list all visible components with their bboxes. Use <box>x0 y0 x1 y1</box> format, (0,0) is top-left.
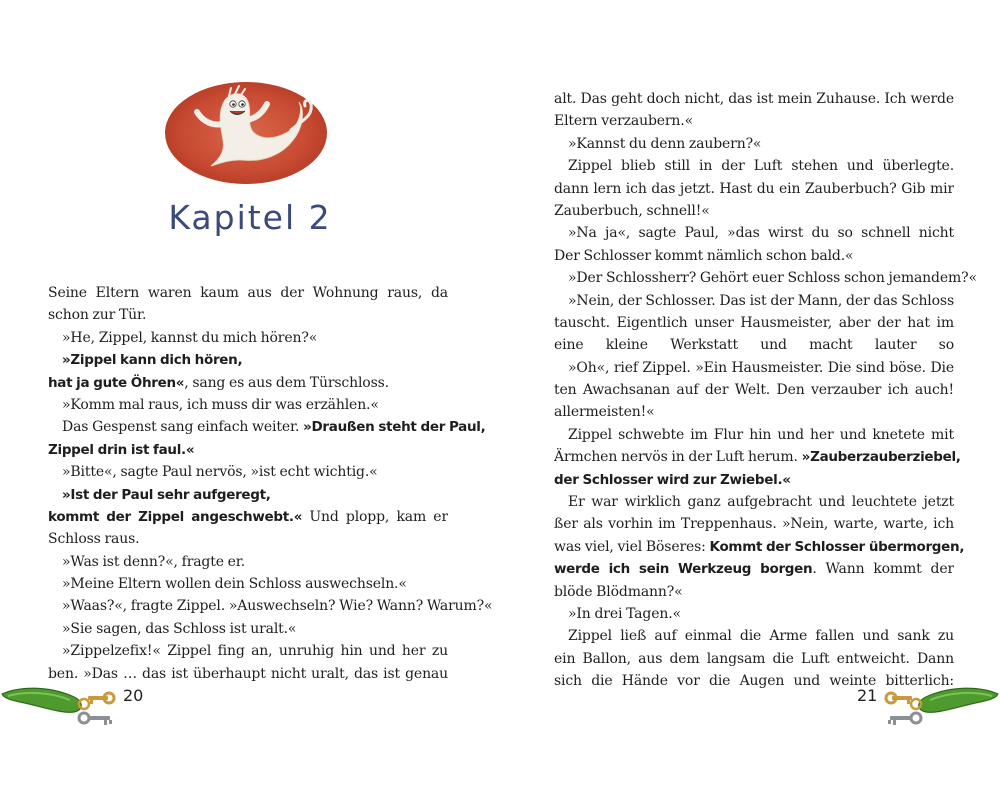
text-run: »Nein, der Schlosser. Das ist der Mann, der das Schloss <box>568 292 954 309</box>
text-line <box>554 245 954 267</box>
chapter-title: Kapitel 2 <box>168 198 332 237</box>
text-run: Zippel schwebte im Flur hin und her und knetete mit <box>568 426 954 443</box>
text-run: Ärmchen nervös in der Luft herum. <box>554 449 802 466</box>
text-run: Eltern verzaubern.« <box>554 113 694 130</box>
page-number: 21 <box>857 686 878 705</box>
sung-verse: werde ich sein Werkzeug borgen <box>554 561 813 578</box>
text-line <box>554 200 954 222</box>
key-ribbon-icon <box>875 676 1000 732</box>
text-run: »Meine Eltern wollen dein Schloss auswechseln.« <box>62 576 407 593</box>
text-line <box>554 110 954 132</box>
text-run: »Der Schlossherr? Gehört euer Schloss schon jemandem?« <box>568 270 977 287</box>
text-line <box>554 581 954 603</box>
text-run: Das Gespenst sang einfach weiter. <box>62 419 304 436</box>
text-run: , sang es aus dem Türschloss. <box>184 374 389 391</box>
text-line <box>554 334 954 356</box>
text-run: Zauberbuch, schnell!« <box>554 202 710 219</box>
text-run: Er war wirklich ganz aufgebracht und leuchtete jetzt <box>568 494 954 511</box>
sung-verse: »Zauberzauberziebel, <box>801 449 961 466</box>
text-run: blöde Blödmann?« <box>554 583 683 600</box>
page-number: 20 <box>123 686 144 705</box>
text-line <box>554 446 961 468</box>
text-line <box>554 558 954 580</box>
text-line <box>554 379 954 401</box>
text-line <box>554 536 965 558</box>
text-line <box>554 88 954 110</box>
text-line <box>554 267 977 289</box>
text-line <box>554 491 954 513</box>
text-run: Der Schlosser kommt nämlich schon bald.« <box>554 247 854 264</box>
sung-verse: der Schlosser wird zur Zwiebel.« <box>554 471 791 488</box>
text-run: eine kleine Werkstatt und macht lauter so <box>554 337 954 354</box>
text-run: . Wann kommt der <box>812 561 954 578</box>
text-line <box>554 357 954 379</box>
text-run: alt. Das geht doch nicht, das ist mein Zuhause. Ich werde <box>554 91 954 107</box>
text-run: Zippel blieb still in der Luft stehen und überlegte. <box>568 158 954 175</box>
text-run: ßer als vorhin im Treppenhaus. »Nein, warte, warte, ich <box>554 516 954 533</box>
text-line <box>554 625 954 647</box>
text-run: allermeisten!« <box>554 404 655 421</box>
text-run: tauscht. Eigentlich unser Hausmeister, aber der hat im <box>554 314 954 331</box>
text-run: was viel, viel Böseres: <box>554 538 710 555</box>
sung-verse: »Draußen steht der Paul, <box>303 419 486 436</box>
text-run: dann lern ich das jetzt. Hast du ein Zauberbuch? Gib mir <box>554 180 954 197</box>
sung-verse: kommt der Zippel angeschwebt.« <box>48 508 303 525</box>
text-line <box>554 178 954 200</box>
text-run: »Sie sagen, das Schloss ist uralt.« <box>62 620 297 637</box>
text-line <box>554 222 954 244</box>
sung-verse: Zippel drin ist faul.« <box>48 441 195 458</box>
text-line <box>554 401 954 423</box>
text-line <box>554 155 954 177</box>
text-run: ben. »Das … das ist überhaupt nicht uralt, das ist genau <box>48 665 448 682</box>
text-run: »Bitte«, sagte Paul nervös, »ist echt wichtig.« <box>62 464 378 481</box>
text-run: »Waas?«, fragte Zippel. »Auswechseln? Wie? Wann? Warum?« <box>62 598 493 615</box>
text-line <box>554 648 954 670</box>
text-line <box>554 603 954 625</box>
text-run: Schloss raus. <box>48 531 140 548</box>
text-line <box>554 424 954 446</box>
text-run: »Oh«, rief Zippel. »Ein Hausmeister. Die sind böse. Die <box>568 359 954 376</box>
sung-verse: »Ist der Paul sehr aufgeregt, <box>62 486 271 503</box>
text-run: ten Awachsanan auf der Welt. Den verzauber ich auch! <box>554 382 954 399</box>
text-run: »Zippelzefix!« Zippel fing an, unruhig hin und her zu <box>62 643 448 660</box>
text-run: schon zur Tür. <box>48 307 147 324</box>
text-run: »In drei Tagen.« <box>568 605 681 622</box>
sung-verse: hat ja gute Öhren« <box>48 374 185 391</box>
text-line <box>554 290 954 312</box>
text-run: ein Ballon, aus dem langsam die Luft entweicht. Dann <box>554 650 954 667</box>
text-run: sich die Hände vor die Augen und weinte bitterlich: <box>554 673 954 690</box>
right-page-text <box>554 88 977 693</box>
text-run: Und plopp, kam er <box>309 508 448 525</box>
text-run: »Was ist denn?«, fragte er. <box>62 553 246 570</box>
text-run: »He, Zippel, kannst du mich hören?« <box>62 329 318 346</box>
sung-verse: »Zippel kann dich hören, <box>62 352 243 369</box>
text-run: Zippel ließ auf einmal die Arme fallen und sank zu <box>568 628 954 645</box>
text-run: »Kannst du denn zaubern?« <box>568 135 762 152</box>
text-run: »Komm mal raus, ich muss dir was erzählen.« <box>62 396 379 413</box>
text-line <box>554 133 954 155</box>
text-line <box>554 513 954 535</box>
text-run: »Na ja«, sagte Paul, »das wirst du so schnell nicht <box>568 225 954 242</box>
text-line <box>554 312 954 334</box>
text-line <box>554 469 954 491</box>
text-run: Seine Eltern waren kaum aus der Wohnung raus, da <box>48 285 448 301</box>
sung-verse: Kommt der Schlosser übermorgen, <box>709 538 965 555</box>
